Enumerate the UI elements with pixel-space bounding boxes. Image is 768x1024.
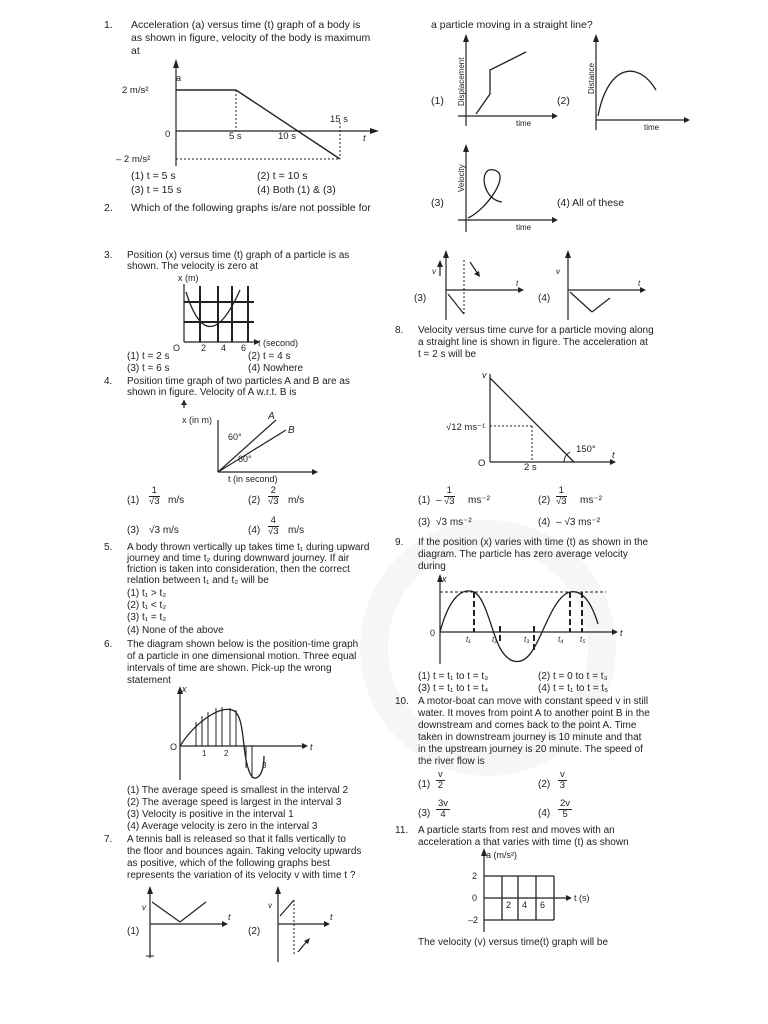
question-text: diagram. The particle has zero average velocity <box>418 549 628 560</box>
question-text: shown in figure. Velocity of A w.r.t. B is <box>127 387 297 398</box>
axis-tick: 6 <box>540 900 546 910</box>
question-text: A motor-boat can move with constant speed v in still <box>418 696 649 707</box>
fraction-numerator: 2 <box>268 486 279 497</box>
question-number: 9. <box>395 537 404 548</box>
fraction-numerator: 3v <box>438 798 449 809</box>
angle-label: 60° <box>238 454 252 464</box>
question-number: 10. <box>395 696 409 707</box>
option: (4) All of these <box>557 197 625 209</box>
axis-tick: 2 <box>506 900 512 910</box>
origin-label: O <box>170 742 178 752</box>
axis-label: t <box>330 912 333 922</box>
question-text: friction is taken into consideration, then the correct <box>127 564 350 575</box>
fraction-numerator: 1 <box>149 486 160 497</box>
fraction-denominator: 2 <box>437 780 444 791</box>
unit: m/s <box>288 525 305 536</box>
question-number: 4. <box>104 376 113 387</box>
option-value: √3 m/s <box>149 525 179 536</box>
option-label: (2) <box>538 779 551 790</box>
axis-label: t <box>228 912 231 922</box>
option-label: (3) <box>418 808 431 819</box>
option: (3) t₁ = t₂ <box>127 612 167 623</box>
question-number: 6. <box>104 639 113 650</box>
axis-label: a <box>176 73 182 83</box>
interval-label: 1 <box>202 749 207 758</box>
axis-tick: t₃ <box>524 635 530 644</box>
axis-label: time <box>516 223 532 232</box>
axis-label: t <box>363 133 366 144</box>
option: (2) t = 10 s <box>257 170 308 182</box>
axis-tick: 5 s <box>229 131 242 142</box>
axis-tick: √12 ms⁻¹ <box>446 422 486 433</box>
fraction <box>149 486 160 507</box>
fraction <box>268 516 279 537</box>
question-number: 8. <box>395 325 404 336</box>
axis-label: v <box>556 267 560 276</box>
origin-label: 0 <box>165 129 171 140</box>
option: (3) t = 6 s <box>127 363 170 374</box>
axis-label: time <box>644 123 660 132</box>
option: (2) t = 0 to t = t₃ <box>538 671 608 682</box>
fraction-denominator: 5 <box>562 809 568 820</box>
axis-tick: 2 m/s² <box>122 85 149 96</box>
axis-label: t (s) <box>574 893 590 903</box>
fraction-numerator: v <box>560 769 565 780</box>
question-text: intervals of time are shown. Pick-up the wrong <box>127 663 332 674</box>
axis-tick: 0 <box>472 893 478 903</box>
question-text: The diagram shown below is the position-time graph <box>127 639 359 650</box>
axis-label: v <box>268 901 272 910</box>
axis-label: t <box>638 279 641 288</box>
axis-tick: 2 <box>201 343 207 353</box>
question-number: 7. <box>104 834 113 845</box>
option-label: (3) <box>127 525 140 536</box>
axis-tick: t₅ <box>580 635 586 644</box>
question-text: journey and time t₂ during downward journey. If air <box>127 553 350 564</box>
position-time-intervals-graph <box>166 686 316 782</box>
fraction-denominator: √3 <box>444 496 455 507</box>
axis-tick: t₁ <box>466 635 471 644</box>
axis-label: t <box>612 450 615 460</box>
origin-label: O <box>173 343 181 353</box>
question-text: of a particle in one dimensional motion. Three equal <box>127 651 357 662</box>
axis-label: Velocity <box>457 164 466 192</box>
question-number: 2. <box>104 202 113 214</box>
option-label: (2) <box>557 95 570 107</box>
question-text: in the upstream journey is 20 minute. The speed of <box>418 744 643 755</box>
option: (3) Velocity is positive in the interval 1 <box>127 809 294 820</box>
fraction-denominator: 4 <box>440 809 446 820</box>
question-text: a straight line is shown in figure. The acceleration at <box>418 337 648 348</box>
fraction-denominator: √3 <box>268 496 279 507</box>
axis-label: t <box>620 628 623 638</box>
question-text: a particle moving in a straight line? <box>431 19 593 31</box>
option-label: (2) <box>538 495 551 506</box>
fraction-denominator: √3 <box>556 496 567 507</box>
unit: m/s <box>288 495 305 506</box>
question-number: 3. <box>104 250 113 261</box>
fraction <box>436 799 450 820</box>
axis-label: Distance <box>587 62 596 94</box>
line-label: B <box>288 425 295 436</box>
option-label: (4) <box>538 808 551 819</box>
position-time-sine-graph <box>420 574 630 670</box>
axis-label: t (second) <box>258 338 299 348</box>
question-text: water. It moves from point A to another point B in the <box>418 708 650 719</box>
question-text: represents the variation of its velocity v with time t ? <box>127 870 356 881</box>
option: (1) t = 2 s <box>127 351 170 362</box>
displacement-time-graph <box>452 34 562 134</box>
fraction-numerator: 2v <box>560 798 571 809</box>
question-text: downstream and comes back to the point A. Time <box>418 720 637 731</box>
option: (1) t = 5 s <box>131 170 176 182</box>
option-value: √3 ms⁻² <box>436 517 472 528</box>
velocity-time-graph-4 <box>552 250 652 322</box>
question-text: taken in downstream journey is 10 minute and that <box>418 732 642 743</box>
fraction-denominator: √3 <box>149 496 160 507</box>
question-text: during <box>418 561 446 572</box>
axis-label: v <box>432 267 436 276</box>
fraction-denominator: √3 <box>268 526 279 537</box>
fraction-numerator: 4 <box>268 516 279 527</box>
fraction <box>444 486 455 507</box>
option: (4) Nowhere <box>248 363 304 374</box>
option-label: (4) <box>538 293 551 304</box>
option-label: (3) <box>418 517 431 528</box>
axis-tick: 10 s <box>278 131 296 142</box>
axis-label: x (in m) <box>182 415 212 425</box>
fraction-numerator: 1 <box>444 486 455 497</box>
question-text: Which of the following graphs is/are not possible for <box>131 202 371 214</box>
line-label: A <box>268 411 275 422</box>
option: (3) t = t₁ to t = t₄ <box>418 683 489 694</box>
option-value: – √3 ms⁻² <box>556 517 601 528</box>
fraction <box>558 799 572 820</box>
question-text: Velocity versus time curve for a particle moving along <box>418 325 654 336</box>
axis-label: v <box>482 370 487 380</box>
velocity-time-graph-3 <box>430 250 530 322</box>
question-text: relation between t₁ and t₂ will be <box>127 575 269 586</box>
fraction <box>436 770 445 791</box>
axis-tick: 6 <box>241 343 247 353</box>
two-particle-graph <box>176 400 336 482</box>
question-text: at <box>131 45 140 57</box>
axis-label: t <box>516 279 519 288</box>
option: (1) t₁ > t₂ <box>127 588 167 599</box>
question-text: Position time graph of two particles A and B are as <box>127 376 350 387</box>
question-number: 11. <box>395 825 409 836</box>
velocity-time-graph-2 <box>264 886 344 964</box>
option-label: (1) <box>127 926 140 937</box>
question-text: If the position (x) varies with time (t) as shown in the <box>418 537 649 548</box>
question-text: t = 2 s will be <box>418 349 477 360</box>
option: (4) t = t₁ to t = t₅ <box>538 683 609 694</box>
fraction <box>556 486 567 507</box>
unit: ms⁻² <box>580 495 602 506</box>
option-label: (1) <box>431 95 444 107</box>
interval-label: 2 <box>224 749 229 758</box>
option: (4) Average velocity is zero in the interval 3 <box>127 821 318 832</box>
axis-label: x <box>182 684 187 694</box>
axis-tick: 2 s <box>524 462 537 473</box>
velocity-time-line-graph <box>440 368 620 476</box>
question-text: the floor and bounces again. Taking velocity upwards <box>127 846 362 857</box>
question-number: 1. <box>104 19 113 31</box>
option-label: (3) <box>431 197 444 209</box>
option: (2) t₁ < t₂ <box>127 600 167 611</box>
question-text: acceleration a that varies with time (t) as shown <box>418 837 629 848</box>
option-label: (1) <box>418 495 431 506</box>
option-label: (2) <box>248 926 261 937</box>
axis-label: Displacement <box>457 57 466 106</box>
option: (1) The average speed is smallest in the interval 2 <box>127 785 349 796</box>
axis-tick: 15 s <box>330 114 348 125</box>
axis-tick: –2 <box>468 915 479 925</box>
question-text: as positive, which of the following graphs best <box>127 858 330 869</box>
option: (3) t = 15 s <box>131 184 182 196</box>
axis-label: time <box>516 119 532 128</box>
question-text: A body thrown vertically up takes time t₁ during upward <box>127 542 370 553</box>
angle-label: 60° <box>228 432 242 442</box>
axis-tick: t₄ <box>558 635 564 644</box>
origin-label: 0 <box>430 628 436 638</box>
acceleration-time-graph <box>116 56 390 171</box>
option-label: (4) <box>248 525 261 536</box>
fraction <box>268 486 279 507</box>
question-text: Position (x) versus time (t) graph of a particle is as <box>127 250 350 261</box>
distance-time-graph <box>578 34 698 134</box>
option-label: (1) <box>418 779 431 790</box>
origin-label: O <box>478 458 486 469</box>
axis-tick: t₂ <box>492 635 498 644</box>
velocity-time-graph-1 <box>140 886 240 962</box>
axis-label: x <box>442 574 447 584</box>
unit: m/s <box>168 495 185 506</box>
velocity-time-loop-graph <box>452 144 562 234</box>
question-text: statement <box>127 675 171 686</box>
question-text: A particle starts from rest and moves with an <box>418 825 615 836</box>
interval-label: 3 <box>262 761 267 770</box>
option: (4) None of the above <box>127 625 224 636</box>
option-sign: – <box>436 495 442 506</box>
option: (4) Both (1) & (3) <box>257 184 336 196</box>
question-text: A tennis ball is released so that it falls vertically to <box>127 834 346 845</box>
question-text: The velocity (v) versus time(t) graph will be <box>418 937 609 948</box>
question-text: as shown in figure, velocity of the body is maximum <box>131 32 371 44</box>
fraction-denominator: 3 <box>559 780 566 791</box>
option: (2) The average speed is largest in the interval 3 <box>127 797 342 808</box>
question-text: the river flow is <box>418 756 485 767</box>
angle-label: 150° <box>576 444 596 455</box>
axis-label: x (m) <box>178 273 199 283</box>
question-number: 5. <box>104 542 113 553</box>
fraction-numerator: v <box>438 769 443 780</box>
axis-tick: – 2 m/s² <box>116 154 151 165</box>
axis-tick: 4 <box>221 343 227 353</box>
axis-label: v <box>142 903 146 912</box>
axis-label: a (m/s²) <box>486 850 517 860</box>
acceleration-time-step-graph <box>462 848 622 934</box>
option-label: (2) <box>248 495 261 506</box>
option-label: (1) <box>127 495 140 506</box>
option-label: (4) <box>538 517 551 528</box>
axis-tick: 2 <box>472 871 478 881</box>
question-text: shown. The velocity is zero at <box>127 261 258 272</box>
fraction-numerator: 1 <box>556 486 567 497</box>
axis-label: t <box>310 742 313 752</box>
axis-label: t (in second) <box>228 474 278 484</box>
unit: ms⁻² <box>468 495 490 506</box>
axis-tick: 4 <box>522 900 528 910</box>
position-time-graph <box>170 272 330 354</box>
question-text: Acceleration (a) versus time (t) graph of a body is <box>131 19 361 31</box>
fraction <box>558 770 567 791</box>
option-label: (3) <box>414 293 427 304</box>
option: (1) t = t₁ to t = t₃ <box>418 671 489 682</box>
option: (2) t = 4 s <box>248 351 291 362</box>
